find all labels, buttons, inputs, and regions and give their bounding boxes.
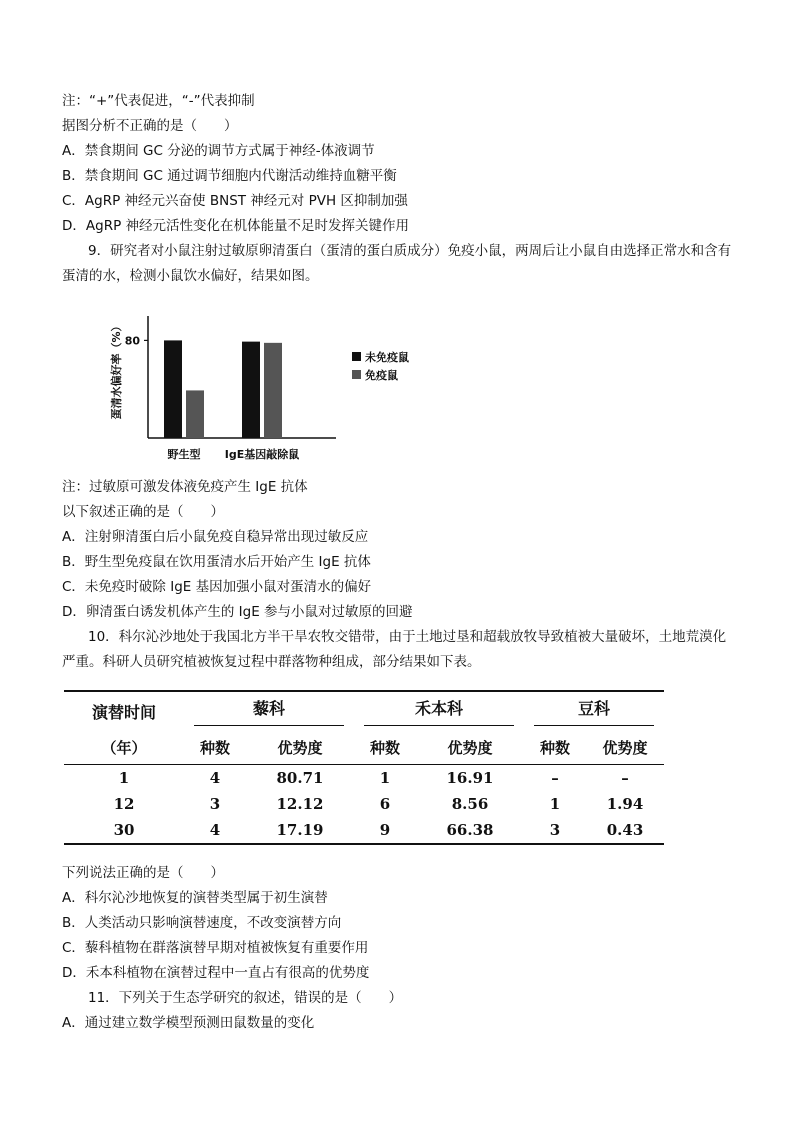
chart-category-label: 野生型 (167, 448, 201, 461)
q9-stem-line2: 蛋清的水，检测小鼠饮水偏好，结果如图。 (62, 268, 319, 284)
q8-option-a: A．禁食期间 GC 分泌的调节方式属于神经-体液调节 (62, 143, 375, 159)
q9-option-b: B．野生型免疫鼠在饮用蛋清水后开始产生 IgE 抗体 (62, 554, 371, 570)
table-cell: 8.56 (451, 795, 489, 813)
q10-table (64, 690, 664, 846)
q9-option-a: A．注射卵清蛋白后小鼠免疫自稳异常出现过敏反应 (62, 529, 369, 545)
q8-note: 注：“+”代表促进，“-”代表抑制 (62, 93, 255, 109)
table-cell: 30 (64, 817, 184, 844)
table-sub-count-1: 种数 (184, 730, 246, 765)
q10-option-a: A．科尔沁沙地恢复的演替类型属于初生演替 (62, 890, 328, 906)
table-cell: 16.91 (446, 769, 494, 787)
q11-option-a: A．通过建立数学模型预测田鼠数量的变化 (62, 1015, 315, 1031)
q8-option-b: B．禁食期间 GC 通过调节细胞内代谢活动维持血糖平衡 (62, 168, 397, 184)
chart-ytick-label: 80 (124, 334, 140, 348)
table-cell: 12 (113, 795, 135, 813)
table-cell: 9 (354, 817, 416, 844)
table-header-family-2: 禾本科 (364, 696, 514, 726)
q9-option-d: D．卵清蛋白诱发机体产生的 IgE 参与小鼠对过敏原的回避 (62, 604, 413, 620)
q8-option-d: D．AgRP 神经元活性变化在机体能量不足时发挥关键作用 (62, 218, 410, 234)
table-cell: 17.19 (246, 817, 354, 844)
q9-bar-chart (100, 298, 460, 468)
succession-table (64, 690, 664, 845)
q9-chart-svg (100, 298, 460, 468)
table-sub-count-3: 种数 (524, 730, 586, 765)
table-cell: 1 (379, 769, 391, 787)
q9-stem-line1: 9．研究者对小鼠注射过敏原卵清蛋白（蛋清的蛋白质成分）免疫小鼠，两周后让小鼠自由选择正常水和含有 (88, 243, 732, 259)
table-header-time: 演替时间 (64, 691, 184, 730)
table-header-family-3: 豆科 (534, 696, 654, 726)
table-row (64, 817, 664, 844)
table-cell: – (621, 769, 629, 787)
q10-stem-line2: 严重。科研人员研究植被恢复过程中群落物种组成，部分结果如下表。 (62, 654, 481, 670)
chart-bar (164, 340, 182, 438)
table-cell: 1 (549, 795, 561, 813)
q10-question: 下列说法正确的是（ ） (62, 865, 224, 881)
q9-option-c: C．未免疫时破除 IgE 基因加强小鼠对蛋清水的偏好 (62, 579, 372, 595)
table-cell: 3 (209, 795, 221, 813)
chart-legend-label: 未免疫鼠 (365, 351, 409, 364)
q10-option-b: B．人类活动只影响演替速度，不改变演替方向 (62, 915, 342, 931)
chart-legend-label: 免疫鼠 (365, 369, 398, 382)
table-header-family-1: 藜科 (194, 696, 344, 726)
table-row (64, 791, 664, 817)
q9-question: 以下叙述正确的是（ ） (62, 504, 224, 520)
q11-stem: 11．下列关于生态学研究的叙述，错误的是（ ） (88, 990, 403, 1006)
chart-bar (264, 343, 282, 438)
table-cell: 6 (379, 795, 391, 813)
table-sub-dominance-3: 优势度 (586, 730, 664, 765)
chart-legend-swatch (352, 352, 361, 361)
chart-bar (186, 390, 204, 438)
q10-option-c: C．藜科植物在群落演替早期对植被恢复有重要作用 (62, 940, 369, 956)
q9-note: 注：过敏原可激发体液免疫产生 IgE 抗体 (62, 479, 308, 495)
chart-category-label: IgE基因敲除鼠 (224, 448, 300, 461)
table-row (64, 765, 664, 792)
table-cell: 80.71 (276, 769, 324, 787)
q10-option-d: D．禾本科植物在演替过程中一直占有很高的优势度 (62, 965, 370, 981)
table-sub-dominance-1: 优势度 (246, 730, 354, 765)
q8-option-c: C．AgRP 神经元兴奋使 BNST 神经元对 PVH 区抑制加强 (62, 193, 408, 209)
table-cell: 4 (209, 769, 221, 787)
chart-bar (242, 342, 260, 438)
table-sub-count-2: 种数 (354, 730, 416, 765)
chart-legend-swatch (352, 370, 361, 379)
table-cell: 1.94 (606, 795, 644, 813)
table-cell: 4 (184, 817, 246, 844)
q10-stem-line1: 10．科尔沁沙地处于我国北方半干旱农牧交错带，由于土地过垦和超载放牧导致植被大量破坏，土地荒漠化 (88, 629, 727, 645)
table-sub-dominance-2: 优势度 (416, 730, 524, 765)
chart-ylabel: 蛋清水偏好率（%） (110, 320, 123, 420)
table-cell: – (551, 769, 559, 787)
table-header-unit: （年） (64, 730, 184, 765)
q8-stem: 据图分析不正确的是（ ） (62, 118, 238, 134)
table-cell: 0.43 (586, 817, 664, 844)
table-cell: 1 (118, 769, 130, 787)
table-cell: 3 (524, 817, 586, 844)
table-cell: 66.38 (416, 817, 524, 844)
table-cell: 12.12 (276, 795, 324, 813)
